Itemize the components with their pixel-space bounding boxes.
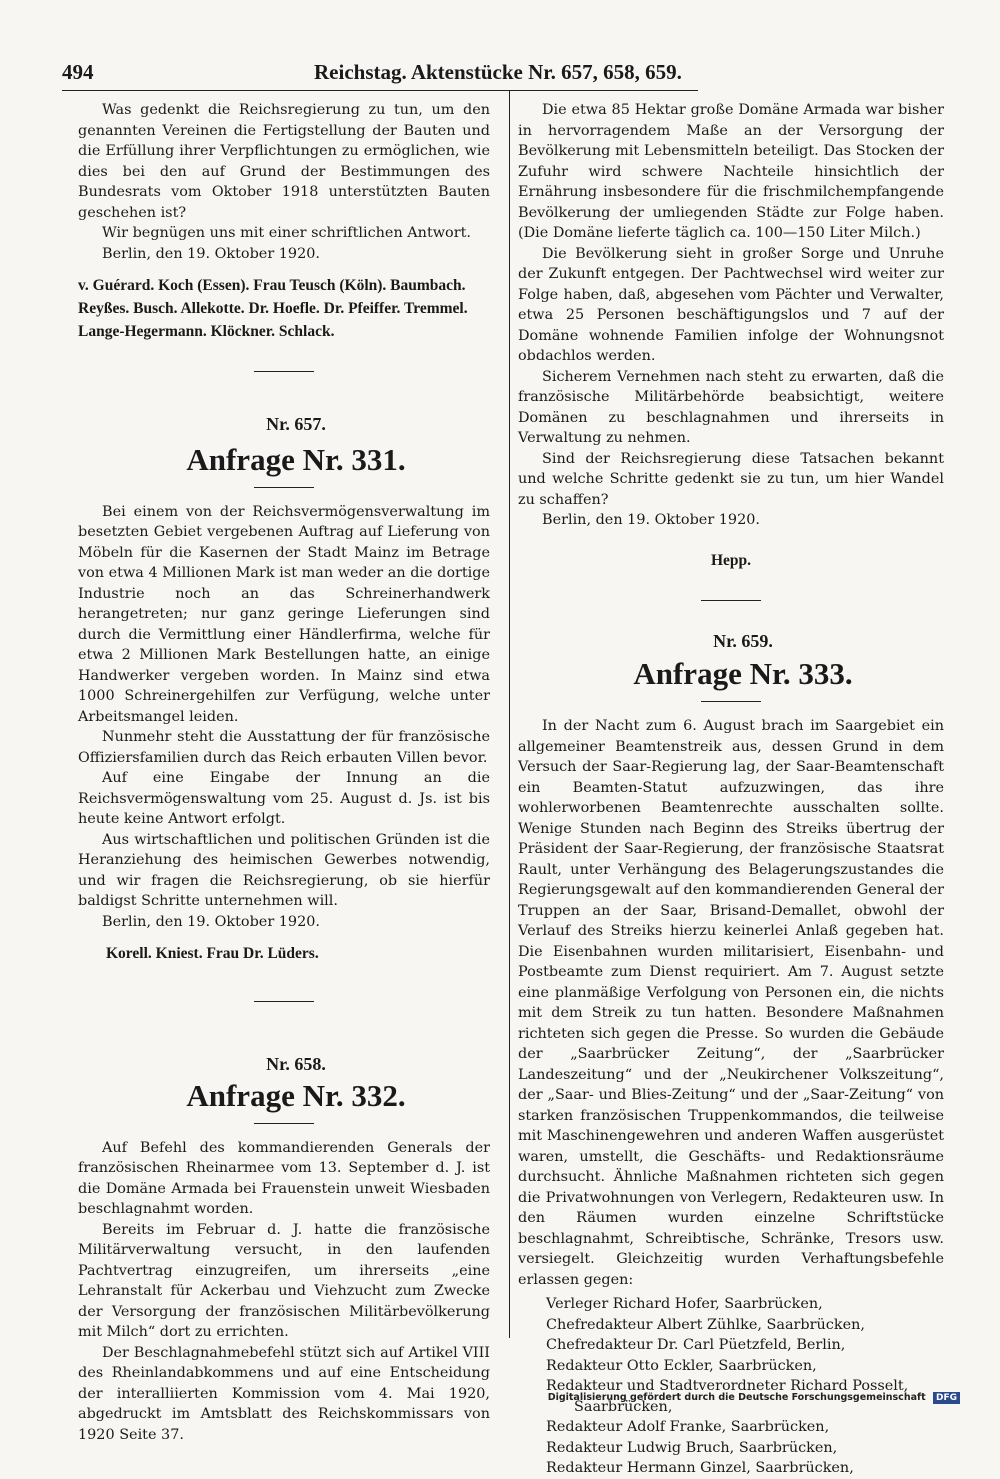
- signatures: Korell. Kniest. Frau Dr. Lüders.: [106, 945, 319, 962]
- list-item: Chefredakteur Dr. Carl Püetzfeld, Berlin,: [546, 1337, 846, 1353]
- list-item: Redakteur Otto Eckler, Saarbrücken,: [546, 1357, 817, 1374]
- paragraph: Wir begnügen uns mit einer schriftlichen Antwort.: [102, 225, 471, 241]
- list-item: Redakteur Hermann Ginzel, Saarbrücken,: [546, 1460, 854, 1476]
- paragraph: Auf Befehl des kommandierenden Generals der französischen Rheinarmee vom 13. September d. J. ist die Domäne Armada bei Frauenstein unweit Wiesbaden beschlagnahmt worden.: [78, 1139, 490, 1217]
- document-number: Nr. 657.: [266, 414, 326, 434]
- running-title: Reichstag. Aktenstücke Nr. 657, 658, 659.: [314, 60, 682, 84]
- list-item: Chefredakteur Albert Zühlke, Saarbrücken,: [546, 1316, 865, 1333]
- paragraph: Der Beschlagnahmebefehl stützt sich auf Artikel VIII des Rheinlandabkommens und auf eine Entscheidung der interalliierten Kommission vom 4. Mai 1920, abgedruckt im Amtsblatt des Reichskommissars von 1920 Seite 37.: [78, 1344, 490, 1443]
- section-title: Anfrage Nr. 333.: [633, 656, 853, 691]
- list-item: Redakteur Ludwig Bruch, Saarbrücken,: [546, 1439, 838, 1456]
- date-line: Berlin, den 19. Oktober 1920.: [542, 512, 760, 528]
- paragraph: Aus wirtschaftlichen und politischen Gründen ist die Heranziehung des heimischen Gewerbes notwendig, und wir fragen die Reichsregierung, ob sie hierfür baldigst Schritte unternehmen will.: [78, 831, 490, 909]
- document-number: Nr. 658.: [266, 1054, 326, 1074]
- paragraph: Sicherem Vernehmen nach steht zu erwarten, daß die französische Militärbehörde beabsichtigt, weitere Domänen zu beschlagnahmen und ihrerseits in Verwaltung zu nehmen.: [518, 368, 944, 446]
- list-item: Redakteur und Stadtverordneter Richard Posselt,: [546, 1378, 909, 1394]
- document-number: Nr. 659.: [713, 630, 773, 651]
- section-title: Anfrage Nr. 331.: [186, 441, 406, 477]
- arrest-list: [518, 1294, 944, 1479]
- digitization-footer: [548, 1392, 960, 1404]
- list-item: Verleger Richard Hofer, Saarbrücken,: [546, 1296, 823, 1312]
- paragraph: Bei einem von der Reichsvermögensverwaltung im besetzten Gebiet vergebenen Auftrag auf Lieferung von Möbeln für die Kasernen der Stadt Mainz im Betrage von etwa 4 Millionen Mark ist man weder an die dortige Industrie noch an das Schreinerhandwerk herangetreten; nur ganz geringe Lieferungen sind durch die Vermittlung einer Händlerfirma, welche für etwa 2 Millionen Mark Bestellungen hatte, an einige Handwerker vergeben worden. In Mainz sind etwa 1000 Schreinergehilfen zur Verfügung, welche unter Arbeitsmangel leiden.: [78, 503, 490, 725]
- left-column: [78, 100, 490, 1445]
- paragraph: Auf eine Eingabe der Innung an die Reichsvermögenswaltung vom 25. August d. Js. ist bis heute keine Antwort erfolgt.: [78, 770, 490, 827]
- signatures: Hepp.: [710, 551, 752, 569]
- paragraph: Sind der Reichsregierung diese Tatsachen bekannt und welche Schritte gedenkt sie zu tun, um hier Wandel zu schaffen?: [518, 450, 944, 508]
- paragraph: Die etwa 85 Hektar große Domäne Armada war bisher in hervorragendem Maße an der Versorgung der Bevölkerung mit Lebensmitteln beteiligt. Das Stocken der Zufuhr wird schwere Nachteile hinsichtlich der Ernährung insbesondere für die frischmilchempfangende Bevölkerung der umliegenden Städte zur Folge haben. (Die Domäne lieferte täglich ca. 100—150 Liter Milch.): [518, 102, 944, 241]
- paragraph: In der Nacht zum 6. August brach im Saargebiet ein allgemeiner Beamtenstreik aus, dessen Grund in dem Versuch der Saar-Regierung lag, der Saar-Beamtenschaft ein Beamten-Statut aufzuzwingen, das ihre wohlerworbenen Beamtenrechte ausschalten sollte. Wenige Stunden nach Beginn des Streiks übertrug der Präsident der Saar-Regierung, der französische Staatsrat Rault, unter Verhängung des Belagerungszustandes die Regierungsgewalt auf den kommandierenden General der Truppen an der Saar, Brisand-Demallet, obwohl der Verlauf des Streiks hierzu keinerlei Anlaß gegeben hat. Die Eisenbahnen wurden militarisiert, Eisenbahn- und Postbeamte zum Dienst requiriert. Am 7. August setzte eine planmäßige Verfolgung von Personen ein, die nichts mit dem Streik zu tun hatten. Besondere Maßnahmen richteten sich gegen die Presse. So wurden die Gebäude der „Saarbrücker Zeitung“, der „Saarbrücker Landeszeitung“ und der „Neukirchener Volkszeitung“, der „Saar- und Blies-Zeitung“ und der „Saar-Zeitung“ von starken französischen Truppenkommandos, die teilweise mit Maschinengewehren und anderen Waffen ausgerüstet waren, umstellt, die Geschäfts- und Redaktionsräume durchsucht. Ähnliche Maßnahmen richteten sich gegen die Privatwohnungen von Verlegern, Redakteuren usw. In den Räumen wurden einzelne Schriftstücke beschlagnahmt, Schreibtische, Schränke, Tresors usw. versiegelt. Gleichzeitig wurden Verhaftungsbefehle erlassen gegen:: [518, 718, 944, 1288]
- column-divider: [509, 90, 510, 1338]
- paragraph: Nunmehr steht die Ausstattung der für französische Offiziersfamilien durch das Reich erbauten Villen bevor.: [78, 729, 490, 766]
- right-column: [518, 100, 944, 1479]
- list-item: Redakteur Adolf Franke, Saarbrücken,: [546, 1419, 830, 1435]
- paragraph: Die Bevölkerung sieht in großer Sorge und Unruhe der Zukunft entgegen. Der Pachtwechsel wird weiter zur Folge haben, daß, abgesehen vom Pächter und Verwalter, etwa 25 Personen beschäftigungslos und 7 auf der Domäne wohnende Familien infolge der Wohnungsnot obdachlos werden.: [518, 245, 944, 364]
- date-line: Berlin, den 19. Oktober 1920.: [102, 245, 320, 262]
- dfg-logo: DFG: [933, 1392, 960, 1404]
- page-number: 494: [62, 60, 94, 84]
- list-item: Saarbrücken,: [574, 1398, 673, 1415]
- paragraph: Was gedenkt die Reichsregierung zu tun, um den genannten Vereinen die Fertigstellung der Bauten und die Erfüllung ihrer Verpflichtungen zu ermöglichen, wie dies bei den auf Grund der Bestimmungen des Bundesrats vom Oktober 1918 unterstützten Bauten geschehen ist?: [78, 102, 490, 221]
- signatures: v. Guérard. Koch (Essen). Frau Teusch (Köln). Baumbach. Reyßes. Busch. Allekotte. Dr. Hoefle. Dr. Pfeiffer. Tremmel. Lange-Hegermann. Klöckner. Schlack.: [78, 277, 468, 340]
- section-title: Anfrage Nr. 332.: [186, 1077, 406, 1113]
- footer-text: Digitalisierung gefördert durch die Deutsche Forschungsgemeinschaft: [547, 1392, 926, 1403]
- page-header: [62, 60, 702, 90]
- paragraph: Bereits im Februar d. J. hatte die französische Militärverwaltung versucht, in den laufenden Pachtvertrag einzugreifen, um ihrerseits „eine Lehranstalt für Ackerbau und Viehzucht zum Zwecke der Versorgung der französischen Militärbevölkerung mit Milch“ dort zu errichten.: [78, 1221, 490, 1340]
- date-line: Berlin, den 19. Oktober 1920.: [102, 913, 320, 930]
- header-rule: [62, 90, 698, 91]
